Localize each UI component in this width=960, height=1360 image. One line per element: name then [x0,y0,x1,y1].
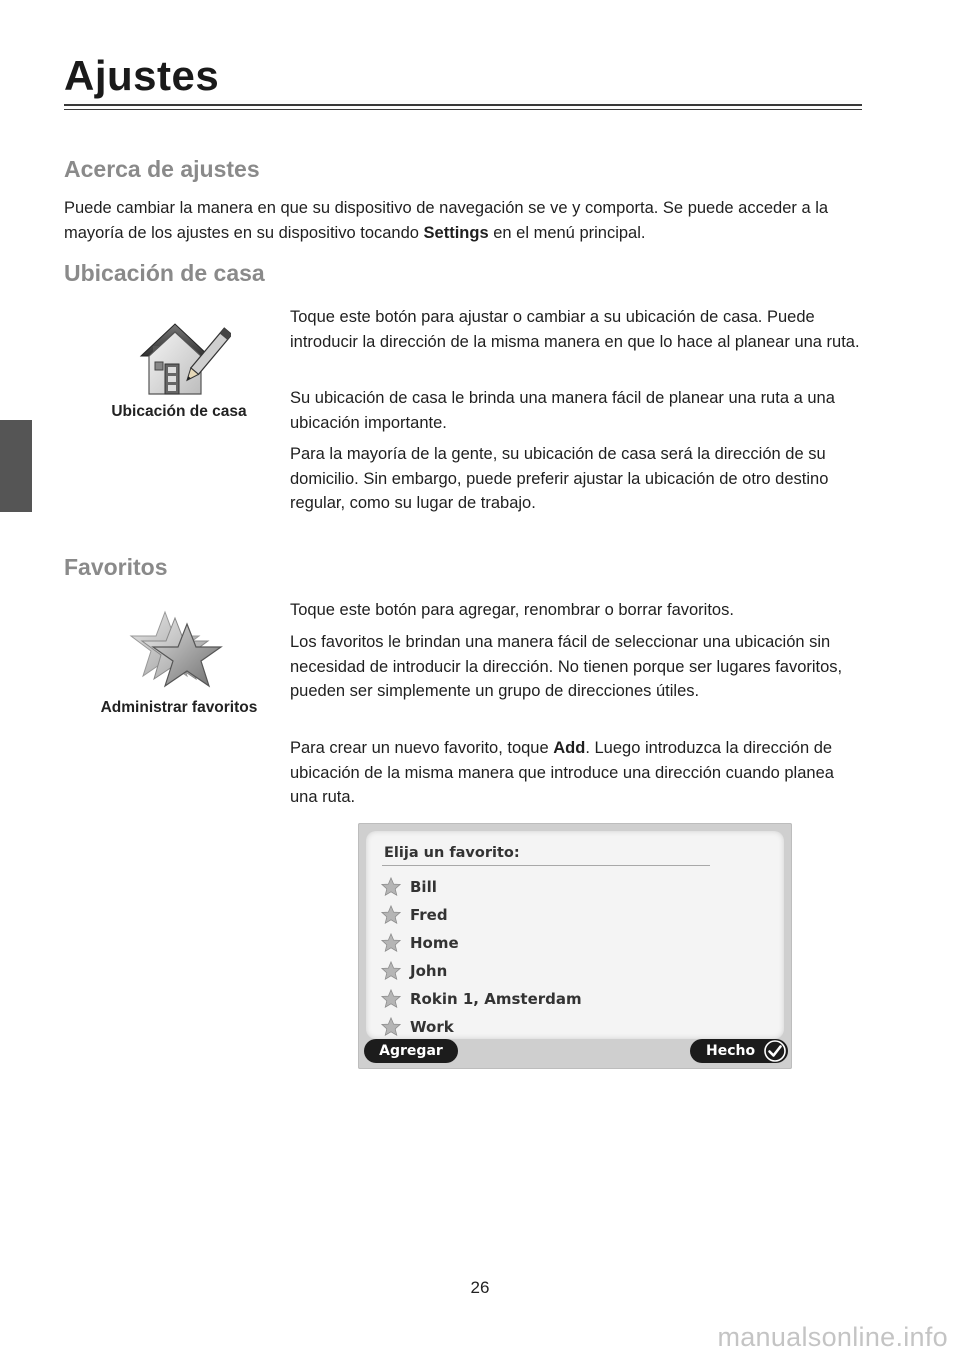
done-button-label: Hecho [706,1043,756,1059]
checkmark-icon [764,1040,786,1062]
section-heading-favorites: Favoritos [64,554,168,580]
favorites-list [380,873,582,1041]
stacked-stars-icon [129,608,229,692]
favorites-paragraph-2: Los favoritos le brindan una manera fácil de seleccionar una ubicación sin necesidad de introducir la dirección. No tienen porque ser lugares favoritos, pueden ser simplemente un grupo de direcciones útiles. [290,633,843,700]
add-text-post: . Luego introduzca la dirección de ubicación de la misma manera que introduce una dirección cuando planea una ruta. [290,739,834,806]
settings-keyword: Settings [423,223,489,242]
home-icon-caption: Ubicación de casa [111,403,247,420]
favorites-icon-caption: Administrar favoritos [100,699,258,716]
favorites-paragraph-1: Toque este botón para agregar, renombrar o borrar favoritos. [290,601,734,619]
add-button[interactable]: Agregar [364,1039,458,1063]
title-rule-thin [64,109,862,110]
title-rule [64,104,862,106]
page-title: Ajustes [64,52,220,99]
home-location-button[interactable] [86,318,272,421]
star-icon [380,876,402,898]
manage-favorites-button[interactable] [72,608,286,717]
add-keyword: Add [553,739,586,757]
star-icon [380,1016,402,1038]
star-icon [380,960,402,982]
favorite-label: Work [410,1018,454,1036]
favorite-item[interactable] [380,901,582,929]
home-paragraph-3: Para la mayoría de la gente, su ubicación de casa será la dirección de su domicilio. Sin embargo, puede preferir ajustar la ubicación de otro destino regular, como su lugar de trabajo. [290,445,829,512]
about-text-pre: Puede cambiar la manera en que su dispositivo de navegación se ve y comporta. Se puede acceder a la mayoría de los ajustes en su dispositivo tocando [64,199,829,242]
about-paragraph [64,196,864,245]
favorite-label: Bill [410,878,437,896]
chapter-tab [0,420,32,512]
star-icon [380,932,402,954]
watermark: manualsonline.info [717,1322,948,1352]
favorite-item[interactable] [380,957,582,985]
about-text-post: en el menú principal. [488,223,646,242]
page-number: 26 [470,1278,490,1297]
star-icon [380,988,402,1010]
favorite-label: Home [410,934,459,952]
add-text-pre: Para crear un nuevo favorito, toque [290,739,554,757]
section-heading-about: Acerca de ajustes [64,156,260,182]
favorite-item[interactable] [380,929,582,957]
screen-title: Elija un favorito: [384,845,520,861]
favorite-label: Fred [410,906,448,924]
device-screenshot [358,823,792,1069]
home-paragraph-2: Su ubicación de casa le brinda una manera fácil de planear una ruta a una ubicación importante. [290,389,835,432]
house-edit-icon [127,318,231,398]
favorite-item[interactable] [380,985,582,1013]
favorite-label: Rokin 1, Amsterdam [410,990,582,1008]
favorites-list-panel [366,831,784,1039]
home-paragraph-1: Toque este botón para ajustar o cambiar a su ubicación de casa. Puede introducir la dirección de la misma manera en que lo hace al planear una ruta. [290,308,860,351]
screen-title-underline [382,865,710,866]
favorite-item[interactable] [380,873,582,901]
star-icon [380,904,402,926]
done-button[interactable] [690,1039,788,1063]
section-heading-home: Ubicación de casa [64,260,265,286]
favorite-label: John [410,962,448,980]
favorites-paragraph-3 [290,736,862,810]
favorite-item[interactable] [380,1013,582,1041]
